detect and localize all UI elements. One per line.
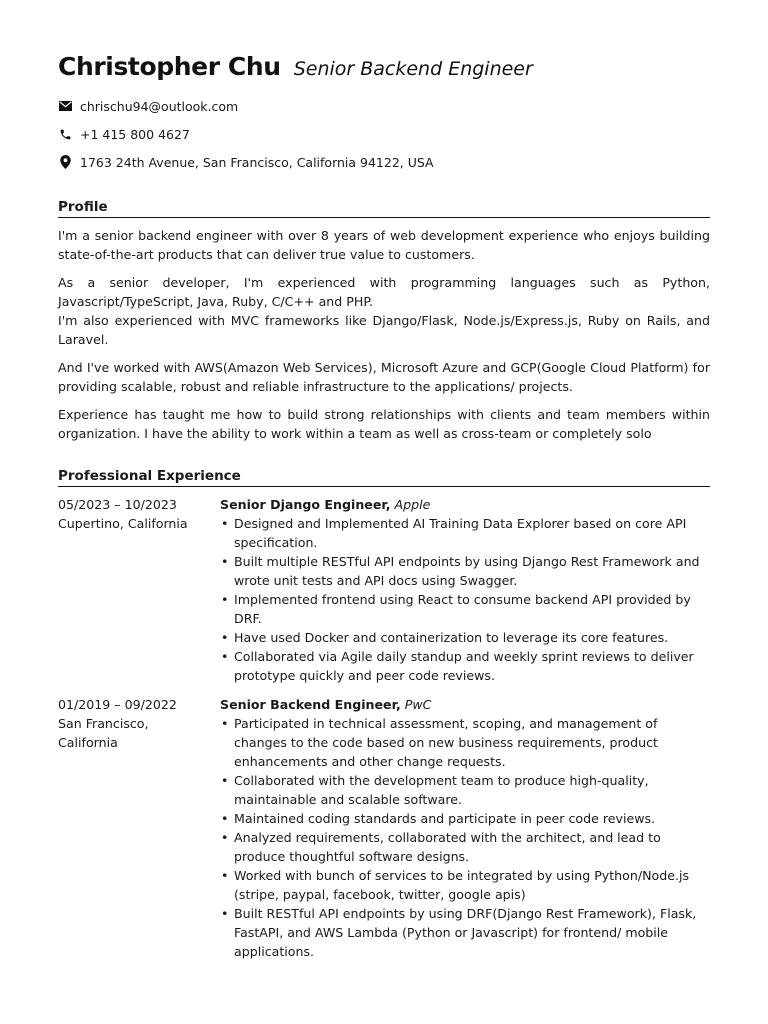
candidate-title: Senior Backend Engineer [293, 58, 533, 80]
experience-details [220, 495, 710, 685]
list-item: • Analyzed requirements, collaborated with the architect, and lead to produce thoughtful software designs. [220, 828, 710, 866]
profile-heading: Profile [58, 199, 710, 218]
contact-phone[interactable]: +1 415 800 4627 [80, 126, 190, 142]
profile-paragraph-2: As a senior developer, I'm experienced with programming languages such as Python, Javascript/TypeScript, Java, Ruby, C/C++ and PHP. [58, 275, 710, 309]
experience-role-line [220, 695, 710, 714]
experience-meta [58, 695, 220, 961]
phone-icon [58, 127, 72, 141]
candidate-name: Christopher Chu [58, 52, 281, 81]
experience-heading: Professional Experience [58, 468, 710, 487]
list-item: • Worked with bunch of services to be integrated by using Python/Node.js (stripe, paypal, facebook, twitter, google apis) [220, 866, 710, 904]
list-item: • Designed and Implemented AI Training Data Explorer based on core API specification. [220, 514, 710, 552]
profile-paragraph-1: I'm a senior backend engineer with over 8 years of web development experience who enjoys building state-of-the-art products that can deliver true value to customers. [58, 228, 710, 262]
experience-location: Cupertino, California [58, 516, 188, 531]
profile-paragraph-3: I'm also experienced with MVC frameworks like Django/Flask, Node.js/Express.js, Ruby on Rails, and Laravel. [58, 313, 710, 347]
experience-bullets [220, 514, 710, 685]
experience-location: San Francisco, California [58, 716, 149, 750]
experience-dates: 01/2019 – 09/2022 [58, 697, 177, 712]
profile-section [58, 199, 710, 443]
experience-company: Apple [394, 497, 431, 512]
experience-role: Senior Django Engineer, [220, 497, 391, 512]
profile-paragraph-5: Experience has taught me how to build strong relationships with clients and team members within organization. I have the ability to work within a team as well as cross-team or completely solo [58, 407, 710, 441]
list-item: • Maintained coding standards and participate in peer code reviews. [220, 809, 710, 828]
location-pin-icon [58, 155, 72, 169]
experience-item-apple [58, 495, 710, 685]
resume-page [58, 52, 710, 961]
experience-section [58, 468, 710, 961]
contact-email-row [58, 92, 710, 120]
contact-info [58, 92, 710, 176]
experience-dates: 05/2023 – 10/2023 [58, 497, 177, 512]
list-item: • Collaborated via Agile daily standup and weekly sprint reviews to deliver prototype quickly and peer code reviews. [220, 647, 710, 685]
contact-phone-row [58, 120, 710, 148]
resume-header [58, 52, 710, 86]
profile-paragraph-4: And I've worked with AWS(Amazon Web Services), Microsoft Azure and GCP(Google Cloud Platform) for providing scalable, robust and reliable infrastructure to the applications/ projects. [58, 360, 710, 394]
experience-details [220, 695, 710, 961]
list-item: • Built RESTful API endpoints by using DRF(Django Rest Framework), Flask, FastAPI, and AWS Lambda (Python or Javascript) for frontend/ mobile applications. [220, 904, 710, 961]
contact-address: 1763 24th Avenue, San Francisco, California 94122, USA [80, 154, 434, 170]
list-item: • Collaborated with the development team to produce high-quality, maintainable and scalable software. [220, 771, 710, 809]
contact-address-row [58, 148, 710, 176]
experience-role: Senior Backend Engineer, [220, 697, 401, 712]
experience-bullets [220, 714, 710, 961]
envelope-icon [58, 99, 72, 113]
list-item: • Built multiple RESTful API endpoints by using Django Rest Framework and wrote unit tests and API docs using Swagger. [220, 552, 710, 590]
list-item: • Have used Docker and containerization to leverage its core features. [220, 628, 710, 647]
list-item: • Participated in technical assessment, scoping, and management of changes to the code based on new business requirements, product enhancements and other change requests. [220, 714, 710, 771]
experience-meta [58, 495, 220, 685]
list-item: • Implemented frontend using React to consume backend API provided by DRF. [220, 590, 710, 628]
experience-item-pwc [58, 695, 710, 961]
experience-role-line [220, 495, 710, 514]
contact-email[interactable]: chrischu94@outlook.com [80, 98, 239, 114]
experience-company: PwC [404, 697, 432, 712]
